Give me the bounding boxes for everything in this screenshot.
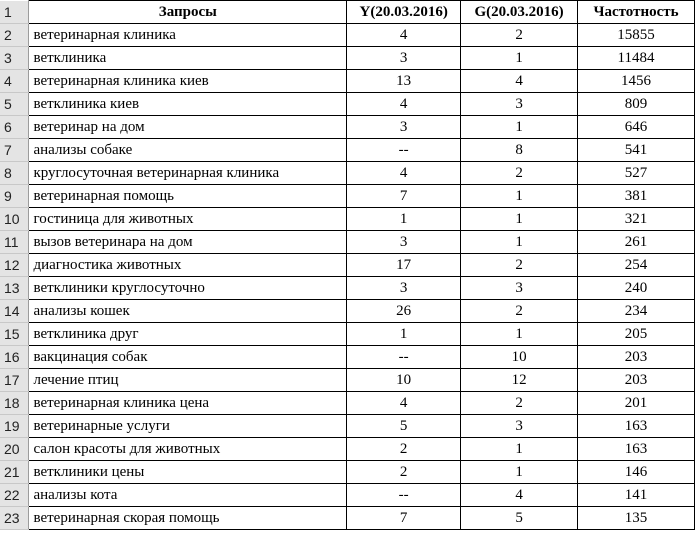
row-header[interactable]: 13 xyxy=(0,277,29,300)
yandex-position-cell[interactable]: 2 xyxy=(347,461,461,484)
query-cell[interactable]: лечение птиц xyxy=(29,369,347,392)
query-cell[interactable]: ветеринарная клиника киев xyxy=(29,70,347,93)
query-cell[interactable]: анализы кота xyxy=(29,484,347,507)
google-position-cell[interactable]: 2 xyxy=(461,162,578,185)
query-cell[interactable]: ветеринарная помощь xyxy=(29,185,347,208)
row-header[interactable]: 14 xyxy=(0,300,29,323)
frequency-cell[interactable]: 646 xyxy=(578,116,695,139)
row-header[interactable]: 3 xyxy=(0,47,29,70)
query-cell[interactable]: ветеринарные услуги xyxy=(29,415,347,438)
frequency-cell[interactable]: 11484 xyxy=(578,47,695,70)
yandex-position-cell[interactable]: 4 xyxy=(347,392,461,415)
row-header[interactable]: 12 xyxy=(0,254,29,277)
row-header[interactable]: 6 xyxy=(0,116,29,139)
google-position-cell[interactable]: 1 xyxy=(461,231,578,254)
column-header-yandex-position[interactable]: Y(20.03.2016) xyxy=(347,1,461,24)
header-row xyxy=(0,1,695,24)
google-position-cell[interactable]: 1 xyxy=(461,438,578,461)
frequency-cell[interactable]: 541 xyxy=(578,139,695,162)
yandex-position-cell[interactable]: 1 xyxy=(347,323,461,346)
yandex-position-cell[interactable]: 26 xyxy=(347,300,461,323)
frequency-cell[interactable]: 321 xyxy=(578,208,695,231)
table-row xyxy=(0,93,695,116)
table-row xyxy=(0,369,695,392)
table-row xyxy=(0,24,695,47)
query-cell[interactable]: ветклиники круглосуточно xyxy=(29,277,347,300)
query-cell[interactable]: ветклиника киев xyxy=(29,93,347,116)
frequency-cell[interactable]: 135 xyxy=(578,507,695,530)
google-position-cell[interactable]: 12 xyxy=(461,369,578,392)
query-cell[interactable]: анализы собаке xyxy=(29,139,347,162)
row-header[interactable]: 21 xyxy=(0,461,29,484)
frequency-cell[interactable]: 203 xyxy=(578,369,695,392)
row-header[interactable]: 11 xyxy=(0,231,29,254)
query-cell[interactable]: вакцинация собак xyxy=(29,346,347,369)
query-cell[interactable]: ветеринарная скорая помощь xyxy=(29,507,347,530)
row-header[interactable]: 22 xyxy=(0,484,29,507)
row-header[interactable]: 1 xyxy=(0,1,29,24)
frequency-cell[interactable]: 261 xyxy=(578,231,695,254)
yandex-position-cell[interactable]: 4 xyxy=(347,24,461,47)
table-row xyxy=(0,139,695,162)
table-row xyxy=(0,254,695,277)
yandex-position-cell[interactable]: 4 xyxy=(347,162,461,185)
row-header[interactable]: 20 xyxy=(0,438,29,461)
frequency-cell[interactable]: 1456 xyxy=(578,70,695,93)
column-header-queries[interactable]: Запросы xyxy=(29,1,347,24)
table-row xyxy=(0,484,695,507)
query-cell[interactable]: ветклиники цены xyxy=(29,461,347,484)
query-cell[interactable]: ветеринарная клиника цена xyxy=(29,392,347,415)
query-cell[interactable]: ветеринар на дом xyxy=(29,116,347,139)
google-position-cell[interactable]: 1 xyxy=(461,116,578,139)
row-header[interactable]: 16 xyxy=(0,346,29,369)
row-header[interactable]: 18 xyxy=(0,392,29,415)
query-cell[interactable]: ветклиника xyxy=(29,47,347,70)
query-cell[interactable]: анализы кошек xyxy=(29,300,347,323)
yandex-position-cell[interactable]: 1 xyxy=(347,208,461,231)
query-cell[interactable]: салон красоты для животных xyxy=(29,438,347,461)
google-position-cell[interactable]: 2 xyxy=(461,300,578,323)
table-row xyxy=(0,461,695,484)
yandex-position-cell[interactable]: 7 xyxy=(347,185,461,208)
google-position-cell[interactable]: 4 xyxy=(461,484,578,507)
column-header-frequency[interactable]: Частотность xyxy=(578,1,695,24)
yandex-position-cell[interactable]: -- xyxy=(347,346,461,369)
row-header[interactable]: 15 xyxy=(0,323,29,346)
query-cell[interactable]: круглосуточная ветеринарная клиника xyxy=(29,162,347,185)
table-row xyxy=(0,392,695,415)
table-row xyxy=(0,162,695,185)
query-cell[interactable]: ветеринарная клиника xyxy=(29,24,347,47)
frequency-cell[interactable]: 381 xyxy=(578,185,695,208)
table-row xyxy=(0,47,695,70)
google-position-cell[interactable]: 8 xyxy=(461,139,578,162)
row-header[interactable]: 10 xyxy=(0,208,29,231)
google-position-cell[interactable]: 2 xyxy=(461,392,578,415)
table-row xyxy=(0,185,695,208)
yandex-position-cell[interactable]: 4 xyxy=(347,93,461,116)
yandex-position-cell[interactable]: 10 xyxy=(347,369,461,392)
table-row xyxy=(0,323,695,346)
google-position-cell[interactable]: 1 xyxy=(461,323,578,346)
google-position-cell[interactable]: 3 xyxy=(461,93,578,116)
frequency-cell[interactable]: 809 xyxy=(578,93,695,116)
frequency-cell[interactable]: 15855 xyxy=(578,24,695,47)
row-header[interactable]: 5 xyxy=(0,93,29,116)
table-row xyxy=(0,277,695,300)
yandex-position-cell[interactable]: 3 xyxy=(347,116,461,139)
yandex-position-cell[interactable]: 5 xyxy=(347,415,461,438)
frequency-cell[interactable]: 163 xyxy=(578,438,695,461)
yandex-position-cell[interactable]: 7 xyxy=(347,507,461,530)
row-header[interactable]: 4 xyxy=(0,70,29,93)
table-row xyxy=(0,507,695,530)
table-row xyxy=(0,116,695,139)
google-position-cell[interactable]: 1 xyxy=(461,461,578,484)
google-position-cell[interactable]: 1 xyxy=(461,185,578,208)
frequency-cell[interactable]: 141 xyxy=(578,484,695,507)
google-position-cell[interactable]: 1 xyxy=(461,208,578,231)
yandex-position-cell[interactable]: 17 xyxy=(347,254,461,277)
yandex-position-cell[interactable]: -- xyxy=(347,484,461,507)
row-header[interactable]: 19 xyxy=(0,415,29,438)
google-position-cell[interactable]: 3 xyxy=(461,277,578,300)
table-row xyxy=(0,346,695,369)
table-row xyxy=(0,231,695,254)
row-header[interactable]: 23 xyxy=(0,507,29,530)
yandex-position-cell[interactable]: 3 xyxy=(347,231,461,254)
google-position-cell[interactable]: 5 xyxy=(461,507,578,530)
frequency-cell[interactable]: 205 xyxy=(578,323,695,346)
table-row xyxy=(0,415,695,438)
frequency-cell[interactable]: 240 xyxy=(578,277,695,300)
table-row xyxy=(0,300,695,323)
frequency-cell[interactable]: 163 xyxy=(578,415,695,438)
column-header-google-position[interactable]: G(20.03.2016) xyxy=(461,1,578,24)
yandex-position-cell[interactable]: 3 xyxy=(347,277,461,300)
yandex-position-cell[interactable]: 2 xyxy=(347,438,461,461)
frequency-cell[interactable]: 234 xyxy=(578,300,695,323)
frequency-cell[interactable]: 254 xyxy=(578,254,695,277)
google-position-cell[interactable]: 4 xyxy=(461,70,578,93)
row-header[interactable]: 2 xyxy=(0,24,29,47)
query-cell[interactable]: гостиница для животных xyxy=(29,208,347,231)
query-cell[interactable]: диагностика животных xyxy=(29,254,347,277)
table-row xyxy=(0,438,695,461)
row-header[interactable]: 8 xyxy=(0,162,29,185)
query-cell[interactable]: ветклиника друг xyxy=(29,323,347,346)
google-position-cell[interactable]: 2 xyxy=(461,24,578,47)
google-position-cell[interactable]: 1 xyxy=(461,47,578,70)
frequency-cell[interactable]: 201 xyxy=(578,392,695,415)
yandex-position-cell[interactable]: 13 xyxy=(347,70,461,93)
yandex-position-cell[interactable]: 3 xyxy=(347,47,461,70)
row-header[interactable]: 9 xyxy=(0,185,29,208)
row-header[interactable]: 7 xyxy=(0,139,29,162)
row-header[interactable]: 17 xyxy=(0,369,29,392)
table-row xyxy=(0,70,695,93)
table-body xyxy=(0,24,695,530)
google-position-cell[interactable]: 3 xyxy=(461,415,578,438)
table-row xyxy=(0,208,695,231)
google-position-cell[interactable]: 10 xyxy=(461,346,578,369)
google-position-cell[interactable]: 2 xyxy=(461,254,578,277)
frequency-cell[interactable]: 203 xyxy=(578,346,695,369)
yandex-position-cell[interactable]: -- xyxy=(347,139,461,162)
query-cell[interactable]: вызов ветеринара на дом xyxy=(29,231,347,254)
frequency-cell[interactable]: 146 xyxy=(578,461,695,484)
frequency-cell[interactable]: 527 xyxy=(578,162,695,185)
